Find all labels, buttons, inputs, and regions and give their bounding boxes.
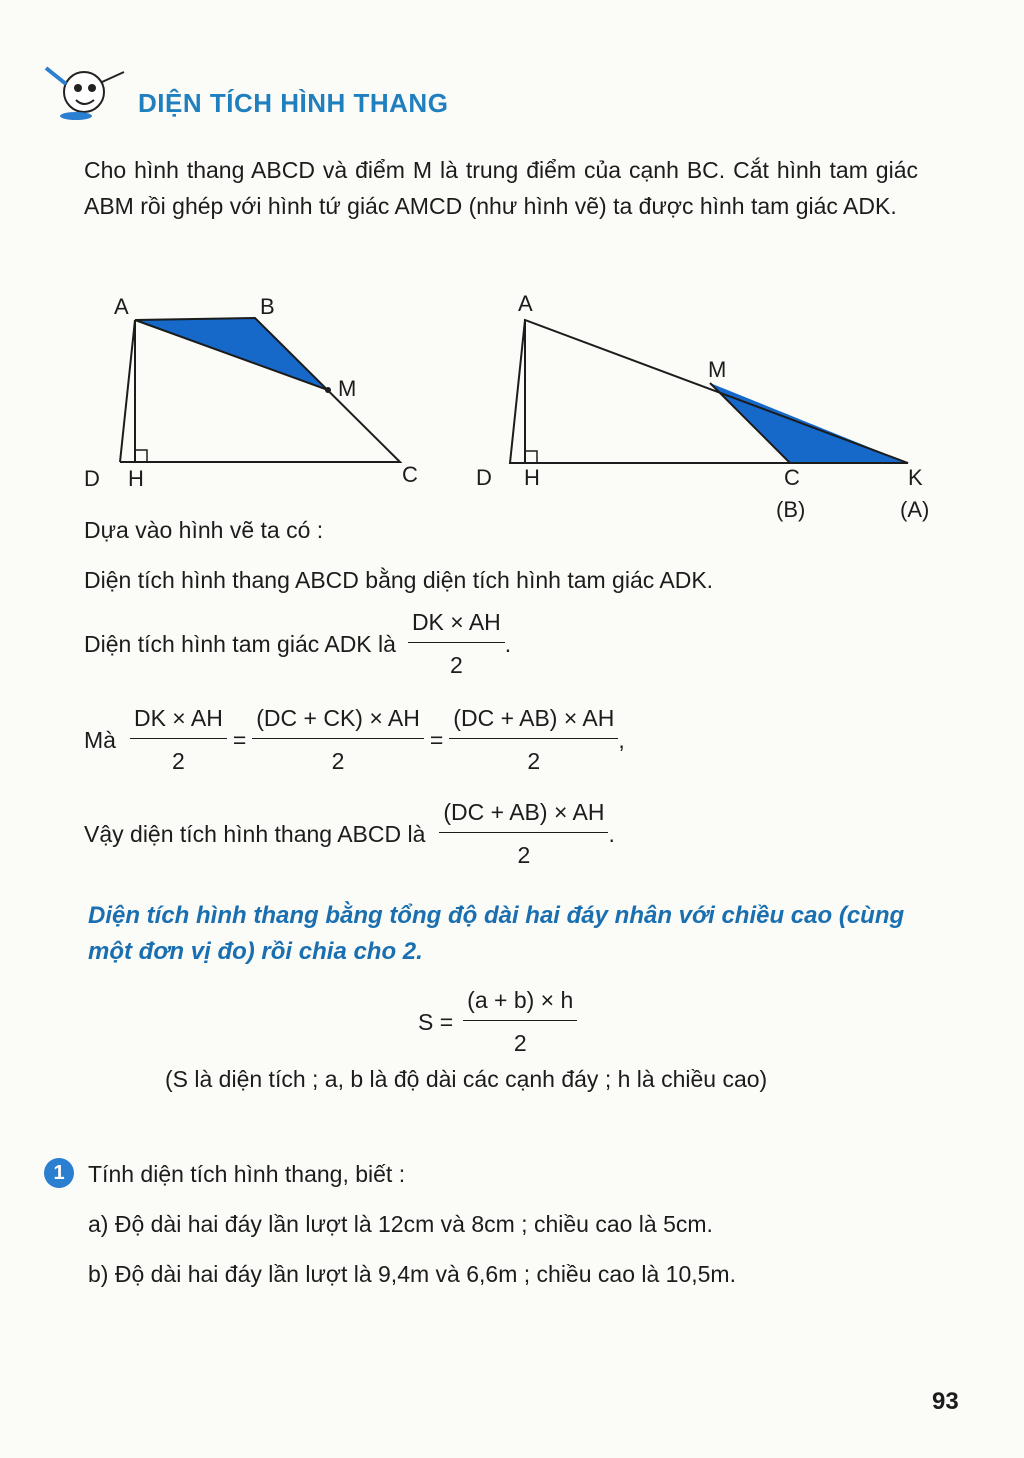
equals-sign: =: [232, 726, 247, 753]
fraction-denominator: 2: [331, 748, 345, 774]
fraction-denominator: 2: [527, 748, 541, 774]
label-m: M: [338, 376, 357, 401]
exercise-item-b: b) Độ dài hai đáy lần lượt là 9,4m và 6,6m ; chiều cao là 10,5m.: [88, 1261, 736, 1287]
label-a: A: [518, 291, 533, 316]
label-c: C: [784, 465, 800, 490]
label-d: D: [476, 465, 492, 490]
exercise-number-badge: 1: [44, 1158, 74, 1188]
fraction-denominator: 2: [449, 652, 463, 678]
page-number: 93: [932, 1388, 959, 1415]
triangle-figure: [470, 285, 940, 525]
text-based-on-figure: Dựa vào hình vẽ ta có :: [84, 517, 324, 543]
label-m: M: [708, 357, 727, 382]
mascot-icon: [36, 58, 132, 122]
fraction-dc-ck: [252, 700, 424, 779]
period: .: [608, 820, 615, 847]
fraction-dc-ab: [449, 700, 618, 779]
fraction-denominator: 2: [513, 1030, 527, 1056]
conclusion-line: [84, 794, 615, 873]
fraction-dc-ab: [439, 794, 608, 873]
right-angle-mark: [135, 450, 147, 462]
fraction-dk-ah: [408, 604, 505, 683]
label-d: D: [84, 466, 100, 491]
text-equal-area: Diện tích hình thang ABCD bằng diện tích hình tam giác ADK.: [84, 567, 714, 593]
conclusion-label: Vậy diện tích hình thang ABCD là: [84, 820, 426, 847]
label-k: K: [908, 465, 923, 490]
intro-paragraph: Cho hình thang ABCD và điểm M là trung điểm của cạnh BC. Cắt hình tam giác ABM rồi ghép với hình tứ giác AMCD (như hình vẽ) ta được hình tam giác ADK.: [84, 157, 918, 219]
word-ma: Mà: [84, 726, 116, 753]
equality-chain: [84, 700, 625, 779]
trapezoid-figure: [80, 290, 440, 500]
triangle-outline: [510, 320, 908, 463]
fraction-dk-ah: [130, 700, 227, 779]
fraction-denominator: 2: [171, 748, 185, 774]
label-c-note: (B): [776, 497, 806, 522]
exercise-prompt: Tính diện tích hình thang, biết :: [88, 1161, 406, 1187]
fraction-formula: [463, 982, 577, 1061]
exercise-item-a: a) Độ dài hai đáy lần lượt là 12cm và 8cm ; chiều cao là 5cm.: [88, 1211, 713, 1237]
comma: ,: [618, 726, 625, 753]
fraction-denominator: 2: [517, 842, 531, 868]
fraction-numerator: (DC + CK) × AH: [252, 700, 424, 739]
fraction-numerator: DK × AH: [130, 700, 227, 739]
fraction-numerator: (DC + AB) × AH: [439, 794, 608, 833]
fraction-numerator: DK × AH: [408, 604, 505, 643]
area-rule: Diện tích hình thang bằng tổng độ dài hai đáy nhân với chiều cao (cùng một đơn vị đo) rồi chia cho 2.: [88, 902, 905, 965]
area-adk-label: Diện tích hình tam giác ADK là: [84, 630, 396, 657]
segment-ad: [120, 320, 135, 462]
label-c: C: [402, 462, 418, 487]
point-m: [325, 387, 331, 393]
label-k-note: (A): [900, 497, 930, 522]
fraction-numerator: (a + b) × h: [463, 982, 577, 1021]
area-formula: [418, 982, 577, 1061]
label-b: B: [260, 294, 275, 319]
label-h: H: [524, 465, 540, 490]
equals-sign: =: [429, 726, 444, 753]
right-angle-mark: [525, 451, 537, 463]
formula-note: (S là diện tích ; a, b là độ dài các cạnh đáy ; h là chiều cao): [165, 1066, 768, 1092]
area-adk-line: [84, 604, 511, 683]
page-title: DIỆN TÍCH HÌNH THANG: [138, 88, 449, 118]
formula-lhs: S =: [418, 1008, 454, 1035]
period: .: [504, 630, 512, 657]
fraction-numerator: (DC + AB) × AH: [449, 700, 618, 739]
label-h: H: [128, 466, 144, 491]
label-a: A: [114, 294, 129, 319]
